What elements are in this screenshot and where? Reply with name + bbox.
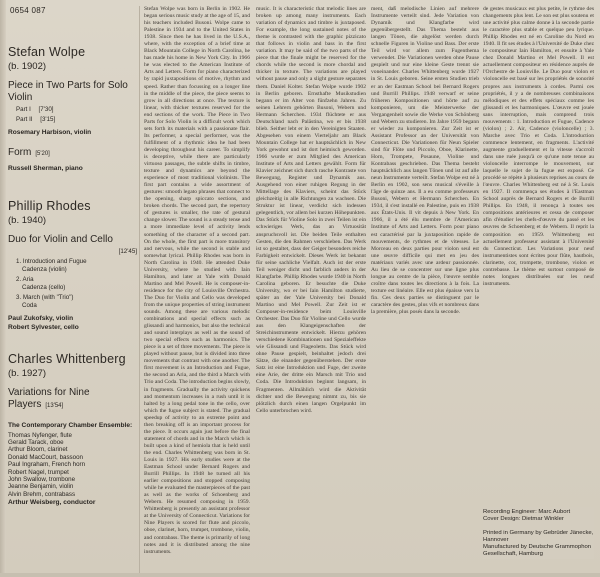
ensemble-members bbox=[8, 432, 139, 499]
work-title: Duo for Violin and Cello bbox=[8, 234, 113, 245]
performer: Rosemary Harbison, violin bbox=[8, 129, 92, 136]
list-item: Paul Ingraham, French horn bbox=[8, 461, 86, 469]
production-credits bbox=[483, 507, 594, 559]
performer: Robert Sylvester, cello bbox=[8, 323, 79, 331]
ensemble-name: The Contemporary Chamber Ensemble: bbox=[8, 422, 133, 429]
list-item: Thomas Nyfenger, flute bbox=[8, 431, 72, 439]
list-item: Donald MacCourt, bassoon bbox=[8, 453, 83, 461]
notes-text: ment, daß melodische Linien auf mehrere Instrumente verteilt sind. Jede Variation von Dynamik und Klangfarbe wird gegenübergestellt. Das Thema besteht aus langen Tönen, die abgelöst werden durch schnelle Figuren in Violine und Bass. Der erste Teil wird vor allem zum Fugenthema verwendet. Die Variationen werden ohne Pause gespielt und nur eine kleine Geste trennt sie voneinander. Charles Whittenberg wurde 1927 in St. Louis geboren. Seine ersten Studien trieb er an der Eastman School bei Bernard Rogers und Burrill Phillips. 1948 verwarf er seine früheren Kompositionen und hörte auf zu komponieren, um die Meisterwerke der Vergangenheit sowie die Werke von Schönberg und Webern zu studieren. Im Jahre 1959 begann er wieder zu komponieren. Zur Zeit ist er Assistant Professor an der Universität von Connecticut. Die Variationen für Neun Spieler sind für Flöte und Piccolo, Oboe, Klarinette, Horn, Trompete, Posaune, Violine und Kontrabass geschrieben. Das Thema besteht hauptsächlich aus langen Tönen und ist auf alle neun Instrumente verteilt. Stefan Wolpe est né à Berlin en 1902, son sens musical s'éveille à l'âge de quinze ans. Il a eu comme professeurs Busoni, Webern et Hermann Scherchen. En 1934, il s'est installé en Palestine, puis en 1938 aux États-Unis. Il vit depuis à New York. En 1966, il a été élu membre de l'American Institute of Arts and Letters. Form pour piano est caractérisé par la juxtaposition rapide de mouvements, de rythmes et de vitesses. Le Morceau en deux parties pour violon seul est une œuvre difficile qui met en jeu des matériaux variés avec une ardeur passionnée. Au lieu de se concentrer sur une ligne plus longue au centre de la pièce, l'œuvre semble croître dans toutes les directions à la fois. La texture est linéaire. Elle est plus épaisse vers la fin. Ces deux parties se distinguent par le caractère des gestes, plus vifs et nombreux dans la première, plus posés dans la seconde. bbox=[371, 6, 479, 316]
conductor: Arthur Weisberg, conductor bbox=[8, 499, 96, 507]
liner-notes-german bbox=[256, 6, 366, 572]
list-item: Jeanne Benjamin, violin bbox=[8, 483, 74, 491]
liner-notes-french bbox=[483, 6, 594, 504]
whittenberg-section bbox=[8, 352, 139, 508]
rhodes-section bbox=[8, 199, 139, 332]
movement: 3. March (with "Trio") Coda bbox=[16, 294, 74, 309]
performer: Paul Zukofsky, violin bbox=[8, 315, 74, 322]
notes-text: de gestes musicaux est plus petite, le rythme des changements plus lent. Le son est plus soutenu et une activité plus calme donne à la seconde partie le caractère plus stable et quelque peu lyrique. Phillip Rhodes est né en Caroline du Nord en 1940. Il fit ses études à l'Université de Duke chez le compositeur Iain Hamilton, et ensuite à Yale chez Donald Martino et Mel Powell. Il est actuellement compositeur en résidence auprès de l'Orchestre de Louisville. Le Duo pour violon et violoncelle est basé sur les propriétés de sonorité propres aux instruments à cordes. Parmi ces propriétés, il y a de nombreuses combinaisons mélodiques et des effets spéciaux comme les glissandi et les harmoniques. L'œuvre est jouée sans interruption, mais comprend trois mouvements : 1. Introduction et Fugue, Cadence (violon) ; 2. Air, Cadence (violoncelle) ; 3. Marche avec Trio et Coda. L'introduction commence lentement, en fragments. L'activité augmente graduellement et la vitesse s'accroît dans une ruée jusqu'à ce qu'une note tenue au violoncelle interrompe le mouvement, sur laquelle le sujet de la fugue est exposé. Ce procédé se répète à plusieurs reprises au cours de l'œuvre. Charles Whittenberg est né à St. Louis en 1927. Il commença ses études à l'Eastman School auprès de Bernard Rogers et de Burrill Phillips. En 1948, il renonça à toutes ses compositions antérieures et cessa de composer afin d'étudier les chefs-d'œuvre du passé et les œuvres de Schoenberg et de Webern. Il reprit la composition en 1959. Whittenberg est actuellement professeur assistant à l'Université du Connecticut. Les Variations pour neuf instrumentistes sont écrites pour flûte, hautbois, clarinette, cor, trompette, trombone, violon et contrebasse. Le thème est surtout composé de notes longues distribuées sur les neuf instruments. bbox=[483, 6, 594, 287]
list-item: Arthur Bloom, clarinet bbox=[8, 446, 68, 454]
work-title: Variations for Nine Players [13'54] bbox=[8, 387, 90, 410]
wolpe-section bbox=[8, 45, 139, 173]
work-duration: [12'45] bbox=[118, 248, 137, 255]
list-item: Robert Nagel, trumpet bbox=[8, 468, 69, 476]
work-title: Form [5'20] bbox=[8, 146, 50, 158]
sleeve-edge bbox=[0, 573, 600, 577]
recording-engineer: Recording Engineer: Marc Aubort bbox=[483, 509, 571, 515]
manufactured-by: Manufactured by Deutsche Grammophon Gesellschaft, Hamburg bbox=[483, 544, 592, 558]
composer-name: Stefan Wolpe bbox=[8, 45, 86, 59]
catalog-number: 0654 087 bbox=[10, 6, 46, 15]
composer-dates: (b. 1940) bbox=[8, 215, 47, 226]
list-item: Alvin Brehm, contrabass bbox=[8, 490, 76, 498]
performer: Russell Sherman, piano bbox=[8, 164, 83, 172]
composer-name: Phillip Rhodes bbox=[8, 199, 91, 213]
movement: 2. Aria Cadenza (cello) bbox=[16, 276, 66, 291]
sleeve-seam bbox=[0, 0, 6, 577]
movement: 1. Introduction and Fugue Cadenza (violin) bbox=[16, 258, 87, 273]
list-item: John Swallow, trombone bbox=[8, 475, 76, 483]
notes-text: music. It is characteristic that melodic lines are broken up among many instruments. Each variation of dynamics and timbre is juxtaposed. For example, the long sustained notes of the theme is contrasted with the graphic pizzicato that follows in violin and bass in the first variation. It may be said of the two parts of the piece that the finale might be reserved for the chords while the second is more chordal and thicker in texture. The variations are played without pause and only a slight gesture separates them. Daniel Kolter. Stefan Wolpe wurde 1902 in Berlin geboren. Ernsthafte Musikstudien begann er im Alter von fünfzehn Jahren. Zu seinen Lehrern gehörten Busoni, Webern und Hermann Scherchen. 1934 flüchtete er aus Deutschland nach Palästina, wo er bis 1938 blieb. Seither lebt er in den Vereinigten Staaten. Abgesehen von einem Vierteljahr am Black Mountain College hat er hauptsächlich in New York gewohnt und ist dort heimisch geworden. 1966 wurde er zum Mitglied des American Institute of Arts and Letters gewählt. Form für Klavier zeichnet sich durch rasche Kontraste von Bewegung, Register und Dynamik aus. Ausgehend von einer ruhigen Regung in der Mittellage des Klaviers, scheint das Stück gleichzeitig in alle Richtungen zu wachsen. Die Struktur ist linear, verdickt sich indessen gelegentlich, vor allem bei kurzen Höhepunkten. Das Stück für Violine Solo in zwei Teilen ist ein schwieriges Werk, das an Virtuosität anspruchsvoll ist. Die beiden Teile enthalten Gesten, die den Rahmen verschieben. Das Werk ist so gestaltet, dass der Geiger besonders reiche Farbigkeit entwickelt. Dieses Werk ist bekannt für seine sachliche Vielfalt. Auch ist der erste Teil weniger dicht und farblich anders in der Klangfarbe. Phillip Rhodes wurde 1940 in North Carolina geboren. Er besuchte die Duke University, wo er bei Iain Hamilton studierte, später an der Yale University bei Donald Martino und Mel Powell. Zur Zeit ist er Composer-in-residence beim Louisville Orchester. Das Duo für Violine und Cello wurde aus den Klangeigenschaften der Streichinstrumente entwickelt. Hierzu gehören verschiedene Kombinationen und Spezialeffekte wie Glissandi und Flageoletts. Das Stück wird ohne Pause gespielt, beinhaltet jedoch drei Sätze, die einander gegenüberstehen. Der erste Satz ist eine Introduktion und Fuge, der zweite eine Arie, der dritte ein Marsch mit Trio und Coda. Die Introduktion beginnt langsam, in Fragmenten. Allmählich wird die Aktivität dichter und die Bewegung nimmt zu, bis sie plötzlich durch einen langen Orgelpunkt im Cello unterbrochen wird. bbox=[256, 6, 366, 414]
notes-text: Stefan Wolpe was born in Berlin in 1902. He began serious music study at the age of 15, and his teachers included Busoni. Wolpe came to Palestine in 1934 and to the United States in 1938. Since then he has lived in the U.S.A., where, with the exception of a brief time at Black Mountain College in North Carolina, he has made his home in New York City. In 1966 he was elected to the American Institute of Arts and Letters. Form for piano characterized by rapid juxtapositions of motive, rhythm and speed. Rather than focussing on a longer line in the middle of the piece, the piece seems to grow in all directions at once. The texture is linear, with thicker textures reserved for the end sections of the work. The Piece in Two Parts for Solo Violin is a difficult work which sets forth its materials with a passionate flair. Its performer, a special performer, was the fulfillment of a rhythmic idea he had been developing throughout his career. To simplify is deceptive, while there are particularly virtuoso passages, the subtle shifts in timbre, texture and dynamics are beyond the experience of most traditional violinists. The first part contains a wide assortment of gestures: smooth legato phrases that connect to the opening, sharp spiccato sections, and broken chords. The second part, the repertory of gestures is smaller, the rate of gestural change slower. The sound is a steady tense and a more immediate level of activity lends something of the character of a second part. On the whole, the first part is more transitory and nervous, while the second is stable and somewhat lyrical. Phillip Rhodes was born in North Carolina in 1940. He attended Duke University, where he studied with Iain Hamilton, and later at Yale with Donald Martino and Mel Powell. He is composer-in-residence for the city of Louisville Orchestra. The Duo for Violin and Cello was developed from the unique properties of string instrument sounds. Among these are various melodic combinations and special effects such as glissandi and harmonics, but also the technical and sound interplays as well as the sound of two special effects such as harmonics. The piece is a set of three movements. The piece is played without pause, but is divided into three movements that contrast with one another. The first movement is an Introduction and Fugue, the second an Aria, and the third a March with Trio and Coda. The introduction begins slowly, in fragments. Gradually the activity quickens and momentum increases in a rush until it is halted by a long pedal tone in the cello, over which the fugue subject is stated. The gradual speedup of activity to an extreme point and then breaking off is an important process for the piece. It occurs again just before the final statement of chords and in the March which is built upon a kind of hemiola that is held until the end. Charles Whittenberg was born in St. Louis in 1927. His early studies were at the Eastman School under Bernard Rogers and Burrill Phillips. In 1948 he turned all his earlier compositions and stopped composing while he evaluated the masterpieces of the past as well as the works of Schoenberg and Webern. He resumed composing in 1959. Whittenberg is presently an assistant professor at the University of Connecticut. Variations for Nine Players is scored for flute and piccolo, oboe, clarinet, horn, trumpet, trombone, violin, and contrabass. The theme is primarily of long notes and it is distributed among the nine instruments. bbox=[144, 6, 250, 555]
composer-dates: (b. 1902) bbox=[8, 61, 47, 72]
work-part: Part I [7'30] bbox=[16, 106, 54, 113]
composer-name: Charles Whittenberg bbox=[8, 352, 126, 366]
printed-in: Printed in Germany by Gebrüder Jänecke, Hannover bbox=[483, 529, 594, 543]
cover-design: Cover Design: Dietmar Winkler bbox=[483, 516, 564, 523]
list-item: Gerald Tarack, oboe bbox=[8, 438, 64, 446]
liner-notes-german-french bbox=[371, 6, 479, 572]
work-part: Part II [3'15] bbox=[16, 116, 56, 123]
work-title: Piece in Two Parts for Solo Violin bbox=[8, 80, 128, 103]
composer-dates: (b. 1927) bbox=[8, 368, 47, 379]
program-column bbox=[8, 6, 140, 574]
liner-notes-english bbox=[144, 6, 250, 572]
